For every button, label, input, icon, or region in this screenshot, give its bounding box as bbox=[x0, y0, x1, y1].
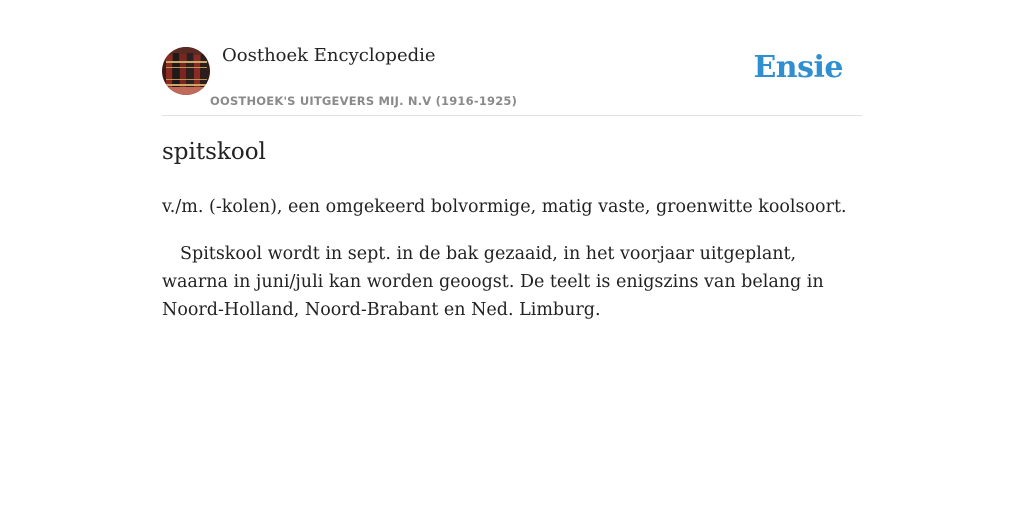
entry-body: Spitskool wordt in sept. in de bak gezaaid, in het voorjaar uitgeplant, waarna in juni/juli kan worden geoogst. De teelt is enigszins van belang in Noord-Holland, Noord-Brabant en Ned. Limburg. bbox=[162, 244, 824, 320]
source-title-link[interactable]: Oosthoek Encyclopedie bbox=[222, 45, 436, 66]
source-header bbox=[162, 0, 862, 116]
source-avatar[interactable] bbox=[162, 47, 210, 95]
source-subtitle: OOSTHOEK'S UITGEVERS MIJ. N.V (1916-1925) bbox=[210, 94, 518, 108]
entry-title: spitskool bbox=[162, 139, 266, 165]
ensie-logo-link[interactable]: Ensie bbox=[753, 50, 843, 85]
book-spines-image bbox=[162, 47, 210, 95]
entry-definition: v./m. (-kolen), een omgekeerd bolvormige, matig vaste, groenwitte koolsoort. bbox=[162, 197, 847, 217]
page-container bbox=[162, 0, 862, 320]
